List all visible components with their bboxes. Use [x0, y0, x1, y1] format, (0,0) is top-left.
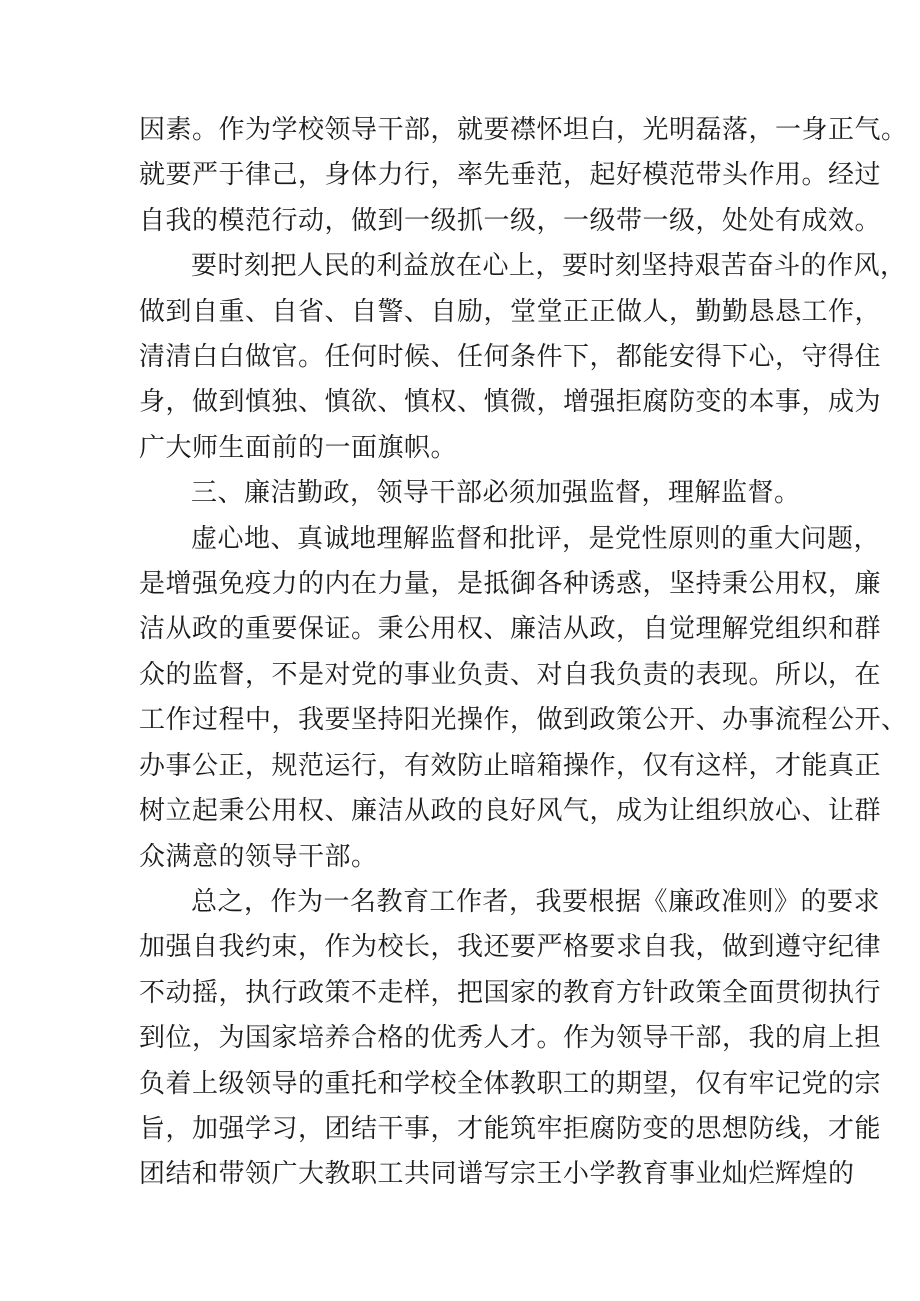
- text-line: 负着上级领导的重托和学校全体教职工的期望，仅有牢记党的宗: [139, 1068, 882, 1099]
- text-line: 就要严于律己，身体力行，率先垂范，起好模范带头作用。经过: [139, 160, 882, 191]
- text-line: 清清白白做官。任何时候、任何条件下，都能安得下心，守得住: [139, 342, 882, 373]
- document-body: [139, 108, 908, 1198]
- text-line: 洁从政的重要保证。秉公用权、廉洁从政，自觉理解党组织和群: [139, 614, 882, 645]
- paragraph-start-line: 要时刻把人民的利益放在心上，要时刻坚持艰苦奋斗的作风，: [191, 251, 907, 282]
- text-line: 加强自我约束，作为校长，我还要严格要求自我，做到遵守纪律: [139, 932, 882, 963]
- paragraph-start-line: 总之，作为一名教育工作者，我要根据《廉政准则》的要求: [191, 886, 881, 917]
- paragraph-start-line: 虚心地、真诚地理解监督和批评，是党性原则的重大问题，: [191, 523, 881, 554]
- text-line: 到位，为国家培养合格的优秀人才。作为领导干部，我的肩上担: [139, 1023, 882, 1054]
- text-line: 广大师生面前的一面旗帜。: [139, 432, 458, 463]
- text-line: 是增强免疫力的内在力量，是抵御各种诱惑，坚持秉公用权，廉: [139, 569, 882, 600]
- text-line: 做到自重、自省、自警、自励，堂堂正正做人，勤勤恳恳工作，: [139, 296, 882, 327]
- text-line: 工作过程中，我要坚持阳光操作，做到政策公开、办事流程公开、: [139, 705, 908, 736]
- section-heading: 三、廉洁勤政，领导干部必须加强监督，理解监督。: [191, 478, 801, 509]
- text-line: 不动摇，执行政策不走样，把国家的教育方针政策全面贯彻执行: [139, 977, 882, 1008]
- text-line: 因素。作为学校领导干部，就要襟怀坦白，光明磊落，一身正气。: [139, 115, 908, 145]
- text-line: 众的监督，不是对党的事业负责、对自我负责的表现。所以，在: [139, 659, 882, 690]
- text-line: 树立起秉公用权、廉洁从政的良好风气，成为让组织放心、让群: [139, 796, 882, 827]
- text-line: 办事公正，规范运行，有效防止暗箱操作，仅有这样，才能真正: [139, 750, 882, 781]
- text-line: 旨，加强学习，团结干事，才能筑牢拒腐防变的思想防线，才能: [139, 1113, 882, 1144]
- text-line: 众满意的领导干部。: [139, 841, 378, 872]
- text-line: 团结和带领广大教职工共同谱写宗王小学教育事业灿烂辉煌的: [139, 1159, 855, 1190]
- text-line: 身，做到慎独、慎欲、慎权、慎微，增强拒腐防变的本事，成为: [139, 387, 882, 418]
- text-line: 自我的模范行动，做到一级抓一级，一级带一级，处处有成效。: [139, 205, 882, 236]
